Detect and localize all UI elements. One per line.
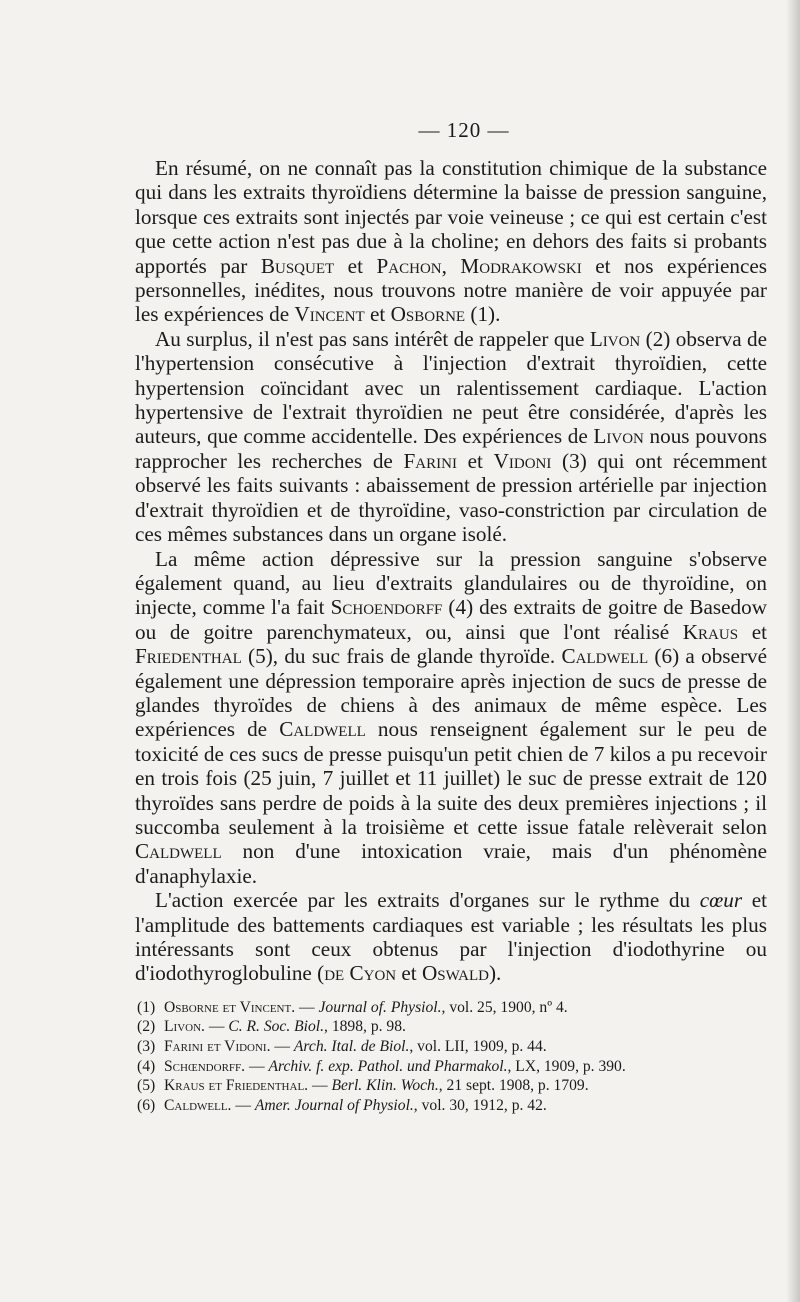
text-run: ). <box>488 961 502 986</box>
text-run: nous renseignent également sur le peu de toxicité de ces sucs de presse puisqu'un petit chien de 7 kilos a pu recevoir en trois fois (25 juin, 7 juillet et 11 juillet) le suc de presse extrait de 120 thyroïdes sans perdre de poids à la suite des deux premières injections ; il succomba seulement à la troisième et cette issue fatale relèverait selon <box>135 717 767 839</box>
author-name: Oswald <box>422 961 489 986</box>
footnote-number: (5) <box>137 1077 156 1095</box>
text-run: et nos expériences personnelles, inédites, nous trouvons notre manière de voir appuyée par les expériences de <box>135 253 768 327</box>
text-run: La même action dépressive sur la pression sanguine s'observe également quand, au lieu d'extraits glandulaires ou de thyroïdine, on injecte, comme l'a fait <box>135 546 767 620</box>
footnotes <box>135 998 767 1116</box>
book-page <box>135 118 767 1115</box>
text-run: et <box>738 619 767 644</box>
author-name: Busquet <box>260 253 335 278</box>
text-run: et <box>396 961 422 986</box>
footnote-authors: Caldwell. <box>164 1096 232 1114</box>
paragraph <box>135 888 767 986</box>
author-name: Vidoni <box>493 448 552 473</box>
footnote-source: Arch. Ital. de Biol. <box>293 1038 410 1055</box>
author-name: Schoendorff <box>330 595 443 620</box>
author-name: Kraus <box>682 619 739 644</box>
text-run: En résumé, on ne connaît pas la constitution chimique de la substance qui dans les extraits thyroïdiens détermine la baisse de pression sanguine, lorsque ces extraits sont injectés par voie veineuse ; ce qui est certain c'est que cette action n'est pas due à la choline; en dehors des faits si probants apportés par <box>135 156 767 278</box>
footnote-details: , vol. 25, 1900, nº 4. <box>441 998 568 1016</box>
paragraph <box>135 547 767 889</box>
footnote-authors: Livon. <box>164 1018 205 1036</box>
footnote-source: Amer. Journal of Physiol. <box>254 1096 414 1114</box>
author-name: Vincent <box>294 302 365 327</box>
author-name: Caldwell <box>135 839 222 864</box>
footnote-number: (3) <box>137 1038 156 1055</box>
text-run: (3) qui ont récemment observé les faits suivants : abaissement de pression artérielle par injection d'extrait thyroïdien et de thyroïdine, vaso-constriction par circulation de ces mêmes substances dans un organe isolé. <box>135 448 768 547</box>
author-name: Osborne <box>390 302 466 327</box>
footnote-authors: Kraus et Friedenthal. <box>164 1077 309 1095</box>
footnote-details: , vol. LII, 1909, p. 44. <box>409 1038 547 1055</box>
footnote <box>135 1096 767 1116</box>
footnote-number: (4) <box>137 1057 156 1075</box>
text-run: (6) a observé également une dépression temporaire après injection de sucs de presse de glandes thyroïdes de chiens à des animaux de même espèce. Les expériences de <box>135 644 768 742</box>
italic-text: cœur <box>699 888 743 913</box>
text-run: (2) observa de l'hypertension consécutive à l'injection d'extrait thyroïdien, cette hypertension coïncidant avec un ralentissement cardiaque. L'action hypertensive de l'extrait thyroïdien ne peut être considérée, d'après les auteurs, que comme accidentelle. Des expériences de <box>135 326 767 449</box>
text-run: (4) des extraits de goitre de Basedow ou de goitre parenchymateux, ou, ainsi que l'ont réalisé <box>135 595 768 644</box>
footnote-separator: — <box>308 1077 332 1095</box>
footnote-separator: — <box>245 1057 269 1075</box>
text-run: (1). <box>465 302 501 327</box>
footnote-number: (6) <box>137 1096 156 1114</box>
footnote-source: C. R. Soc. Biol. <box>228 1018 325 1036</box>
text-run: (5), du suc frais de glande thyroïde. <box>241 644 562 669</box>
paragraph <box>135 156 767 327</box>
author-name: Livon <box>589 326 641 351</box>
text-run: , <box>441 253 461 278</box>
author-name: Pachon <box>376 253 442 278</box>
footnote-source: Berl. Klin. Woch. <box>331 1077 439 1095</box>
text-run: Au surplus, il n'est pas sans intérêt de rappeler que <box>155 326 590 351</box>
text-run: et <box>364 302 391 327</box>
footnote-separator: — <box>231 1096 255 1114</box>
author-name: de Cyon <box>324 961 397 986</box>
footnote-number: (1) <box>137 998 156 1016</box>
author-name: Modrakowski <box>460 253 582 278</box>
footnote-details: , 21 sept. 1908, p. 1709. <box>438 1077 589 1095</box>
footnote-details: , LX, 1909, p. 390. <box>507 1057 626 1075</box>
footnote-authors: Farini et Vidoni. <box>164 1038 271 1055</box>
footnote <box>135 1037 767 1057</box>
footnote-separator: — <box>204 1018 229 1036</box>
text-run: et <box>334 253 377 278</box>
paragraph <box>135 327 767 547</box>
footnote-source: Archiv. f. exp. Pathol. und Pharmakol. <box>268 1057 508 1075</box>
footnote-source: Journal of. Physiol. <box>318 998 442 1016</box>
footnote-details: , 1898, p. 98. <box>324 1018 406 1036</box>
footnote-separator: — <box>270 1038 294 1055</box>
text-run: L'action exercée par les extraits d'organes sur le rythme du <box>155 888 700 913</box>
page-number: — 120 — <box>418 118 510 142</box>
footnote <box>135 998 767 1018</box>
text-run: non d'une intoxication vraie, mais d'un phénomène d'anaphylaxie. <box>135 839 767 888</box>
footnote-authors: Schœndorff. <box>164 1057 246 1075</box>
author-name: Caldwell <box>279 717 366 742</box>
footnote <box>135 1076 767 1096</box>
author-name: Friedenthal <box>135 644 242 669</box>
author-name: Livon <box>593 424 644 449</box>
footnote-authors: Osborne et Vincent. <box>164 998 296 1016</box>
author-name: Farini <box>403 448 457 473</box>
author-name: Caldwell <box>561 644 649 669</box>
footnote <box>135 1017 767 1037</box>
footnote-details: , vol. 30, 1912, p. 42. <box>413 1096 547 1114</box>
text-run: et l'amplitude des battements cardiaques est variable ; les résultats les plus intéressants sont ceux obtenus par l'injection d'iodothyrine ou d'iodothyroglobuline ( <box>135 888 767 986</box>
footnote-number: (2) <box>137 1018 156 1036</box>
footnote-separator: — <box>295 998 319 1016</box>
page-edge-shadow <box>786 0 800 1302</box>
footnote <box>135 1057 767 1077</box>
body-text <box>135 156 767 986</box>
text-run: et <box>456 448 494 473</box>
text-run: nous pouvons rapprocher les recherches de <box>135 424 768 473</box>
